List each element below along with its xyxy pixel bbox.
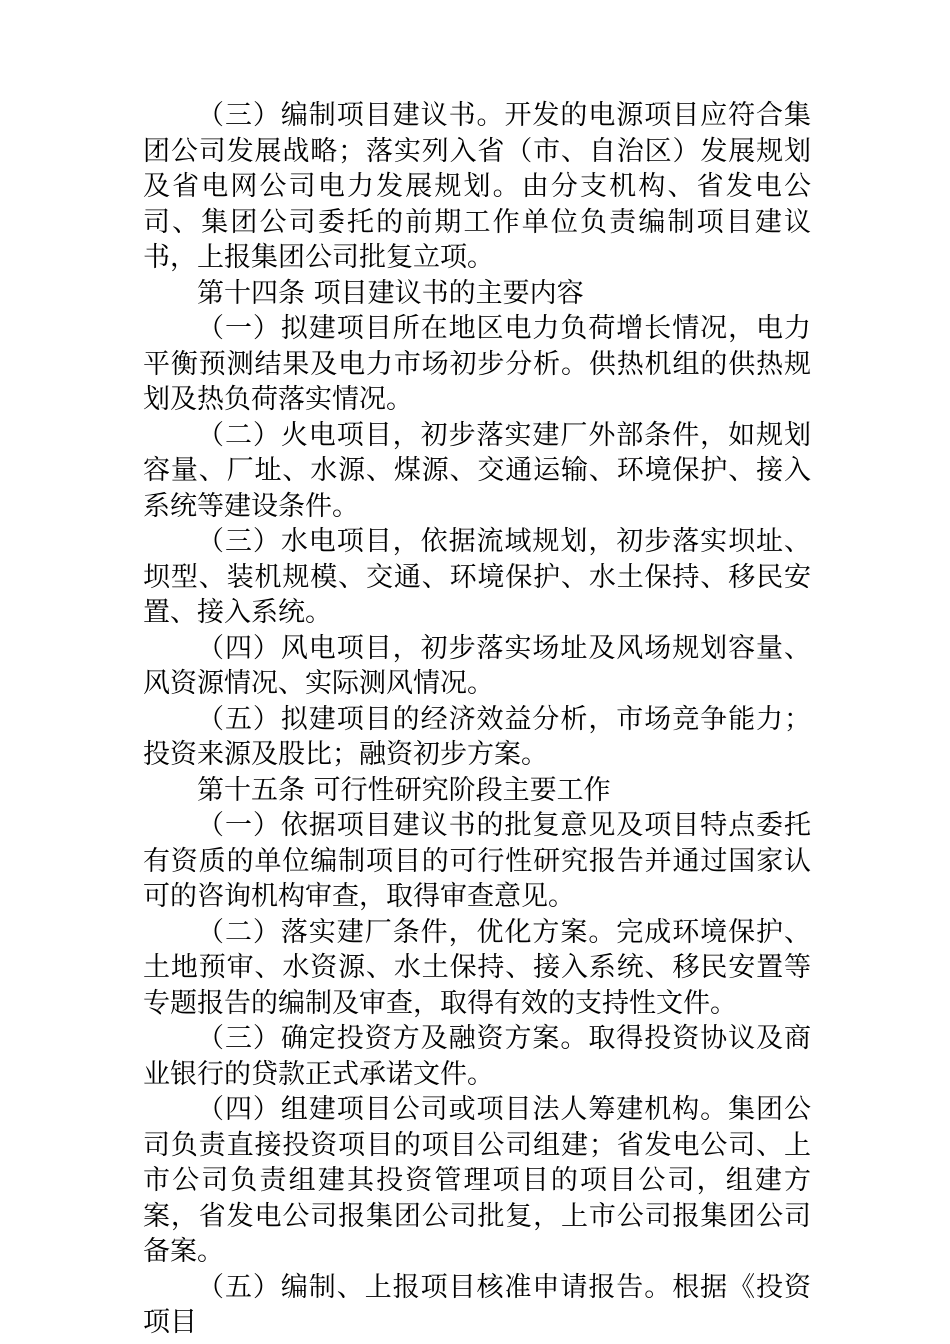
article-15-heading: 第十五条 可行性研究阶段主要工作 <box>197 774 611 806</box>
paragraph-item-3-hydro: （三）水电项目，依据流域规划，初步落实坝址、坝型、装机规模、交通、环境保护、水土保持、移民安置、接入系统。 <box>143 526 811 628</box>
paragraph-item-3-proposal: （三）编制项目建议书。开发的电源项目应符合集团公司发展战略；落实列入省（市、自治区）发展规划及省电网公司电力发展规划。由分支机构、省发电公司、集团公司委托的前期工作单位负责编制项目建议书，上报集团公司批复立项。 <box>143 100 811 273</box>
paragraph-item-5-economics: （五）拟建项目的经济效益分析，市场竞争能力；投资来源及股比；融资初步方案。 <box>143 703 811 770</box>
document-page <box>143 98 811 1341</box>
paragraph-item-1-feasibility: （一）依据项目建议书的批复意见及项目特点委托有资质的单位编制项目的可行性研究报告并通过国家认可的咨询机构审查，取得审查意见。 <box>143 810 811 912</box>
paragraph-item-2-thermal: （二）火电项目，初步落实建厂外部条件，如规划容量、厂址、水源、煤源、交通运输、环境保护、接入系统等建设条件。 <box>143 419 811 522</box>
paragraph-item-2-conditions: （二）落实建厂条件，优化方案。完成环境保护、土地预审、水资源、水土保持、接入系统、移民安置等专题报告的编制及审查，取得有效的支持性文件。 <box>143 916 811 1019</box>
article-14-heading: 第十四条 项目建议书的主要内容 <box>197 277 584 309</box>
paragraph-item-5-approval: （五）编制、上报项目核准申请报告。根据《投资项目 <box>143 1271 811 1338</box>
paragraph-item-1-load: （一）拟建项目所在地区电力负荷增长情况，电力平衡预测结果及电力市场初步分析。供热机组的供热规划及热负荷落实情况。 <box>143 313 811 415</box>
paragraph-item-4-wind: （四）风电项目，初步落实场址及风场规划容量、风资源情况、实际测风情况。 <box>143 632 811 699</box>
paragraph-item-4-company: （四）组建项目公司或项目法人筹建机构。集团公司负责直接投资项目的项目公司组建；省发电公司、上市公司负责组建其投资管理项目的项目公司，组建方案，省发电公司报集团公司批复，上市公司报集团公司备案。 <box>143 1094 811 1267</box>
paragraph-item-3-financing: （三）确定投资方及融资方案。取得投资协议及商业银行的贷款正式承诺文件。 <box>143 1023 811 1090</box>
